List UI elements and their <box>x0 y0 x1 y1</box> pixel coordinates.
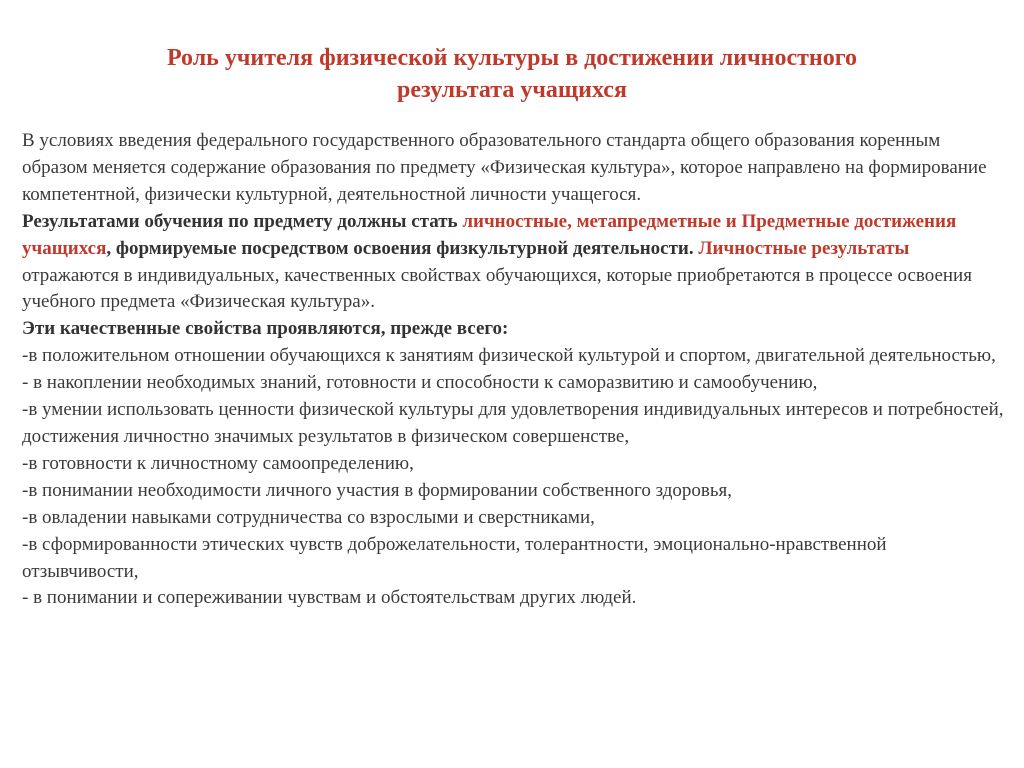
results-text-regular: отражаются в индивидуальных, качественных свойствах обучающихся, которые приобретаются в процессе освоения учебного предмета «Физическая культура». <box>22 264 972 313</box>
list-item: -в овладении навыками сотрудничества со взрослыми и сверстниками, <box>22 506 595 528</box>
results-text-bold: Результатами обучения по предмету должны стать <box>22 210 463 232</box>
list-item: - в понимании и сопереживании чувствам и обстоятельствам других людей. <box>22 587 637 609</box>
list-heading: Эти качественные свойства проявляются, прежде всего: <box>22 318 509 340</box>
list-item: - в накоплении необходимых знаний, готовности и способности к саморазвитию и самообучению, <box>22 372 818 394</box>
results-highlight-achievements: личностные, метапредметные и Предметные достижения учащихся <box>22 210 957 259</box>
list-item: -в готовности к личностному самоопределению, <box>22 452 414 474</box>
results-text-bold-2: , формируемые посредством освоения физкультурной деятельности. <box>106 237 699 259</box>
list-item: -в положительном отношении обучающихся к занятиям физической культурой и спортом, двигательной деятельностью, <box>22 345 996 367</box>
title-line-1: Роль учителя физической культуры в достижении личностного <box>166 45 858 71</box>
list-item: -в умении использовать ценности физической культуры для удовлетворения индивидуальных интересов и потребностей, достижения личностно значимых результатов в физическом совершенстве, <box>22 399 1004 447</box>
list-item: -в понимании необходимости личного участия в формировании собственного здоровья, <box>22 479 733 501</box>
results-paragraph <box>22 209 1007 317</box>
results-highlight-personal: Личностные результаты <box>698 237 910 259</box>
slide-title <box>60 42 964 106</box>
intro-paragraph: В условиях введения федерального государственного образовательного стандарта общего образования коренным образом меняется содержание образования по предмету «Физическая культура», которое направлено на формирование компетентной, физически культурной, деятельностной личности учащегося. <box>22 130 987 205</box>
slide-body <box>22 128 1007 612</box>
list-item: -в сформированности этических чувств доброжелательности, толерантности, эмоционально-нравственной отзывчивости, <box>22 533 887 582</box>
title-line-2: результата учащихся <box>397 77 627 103</box>
